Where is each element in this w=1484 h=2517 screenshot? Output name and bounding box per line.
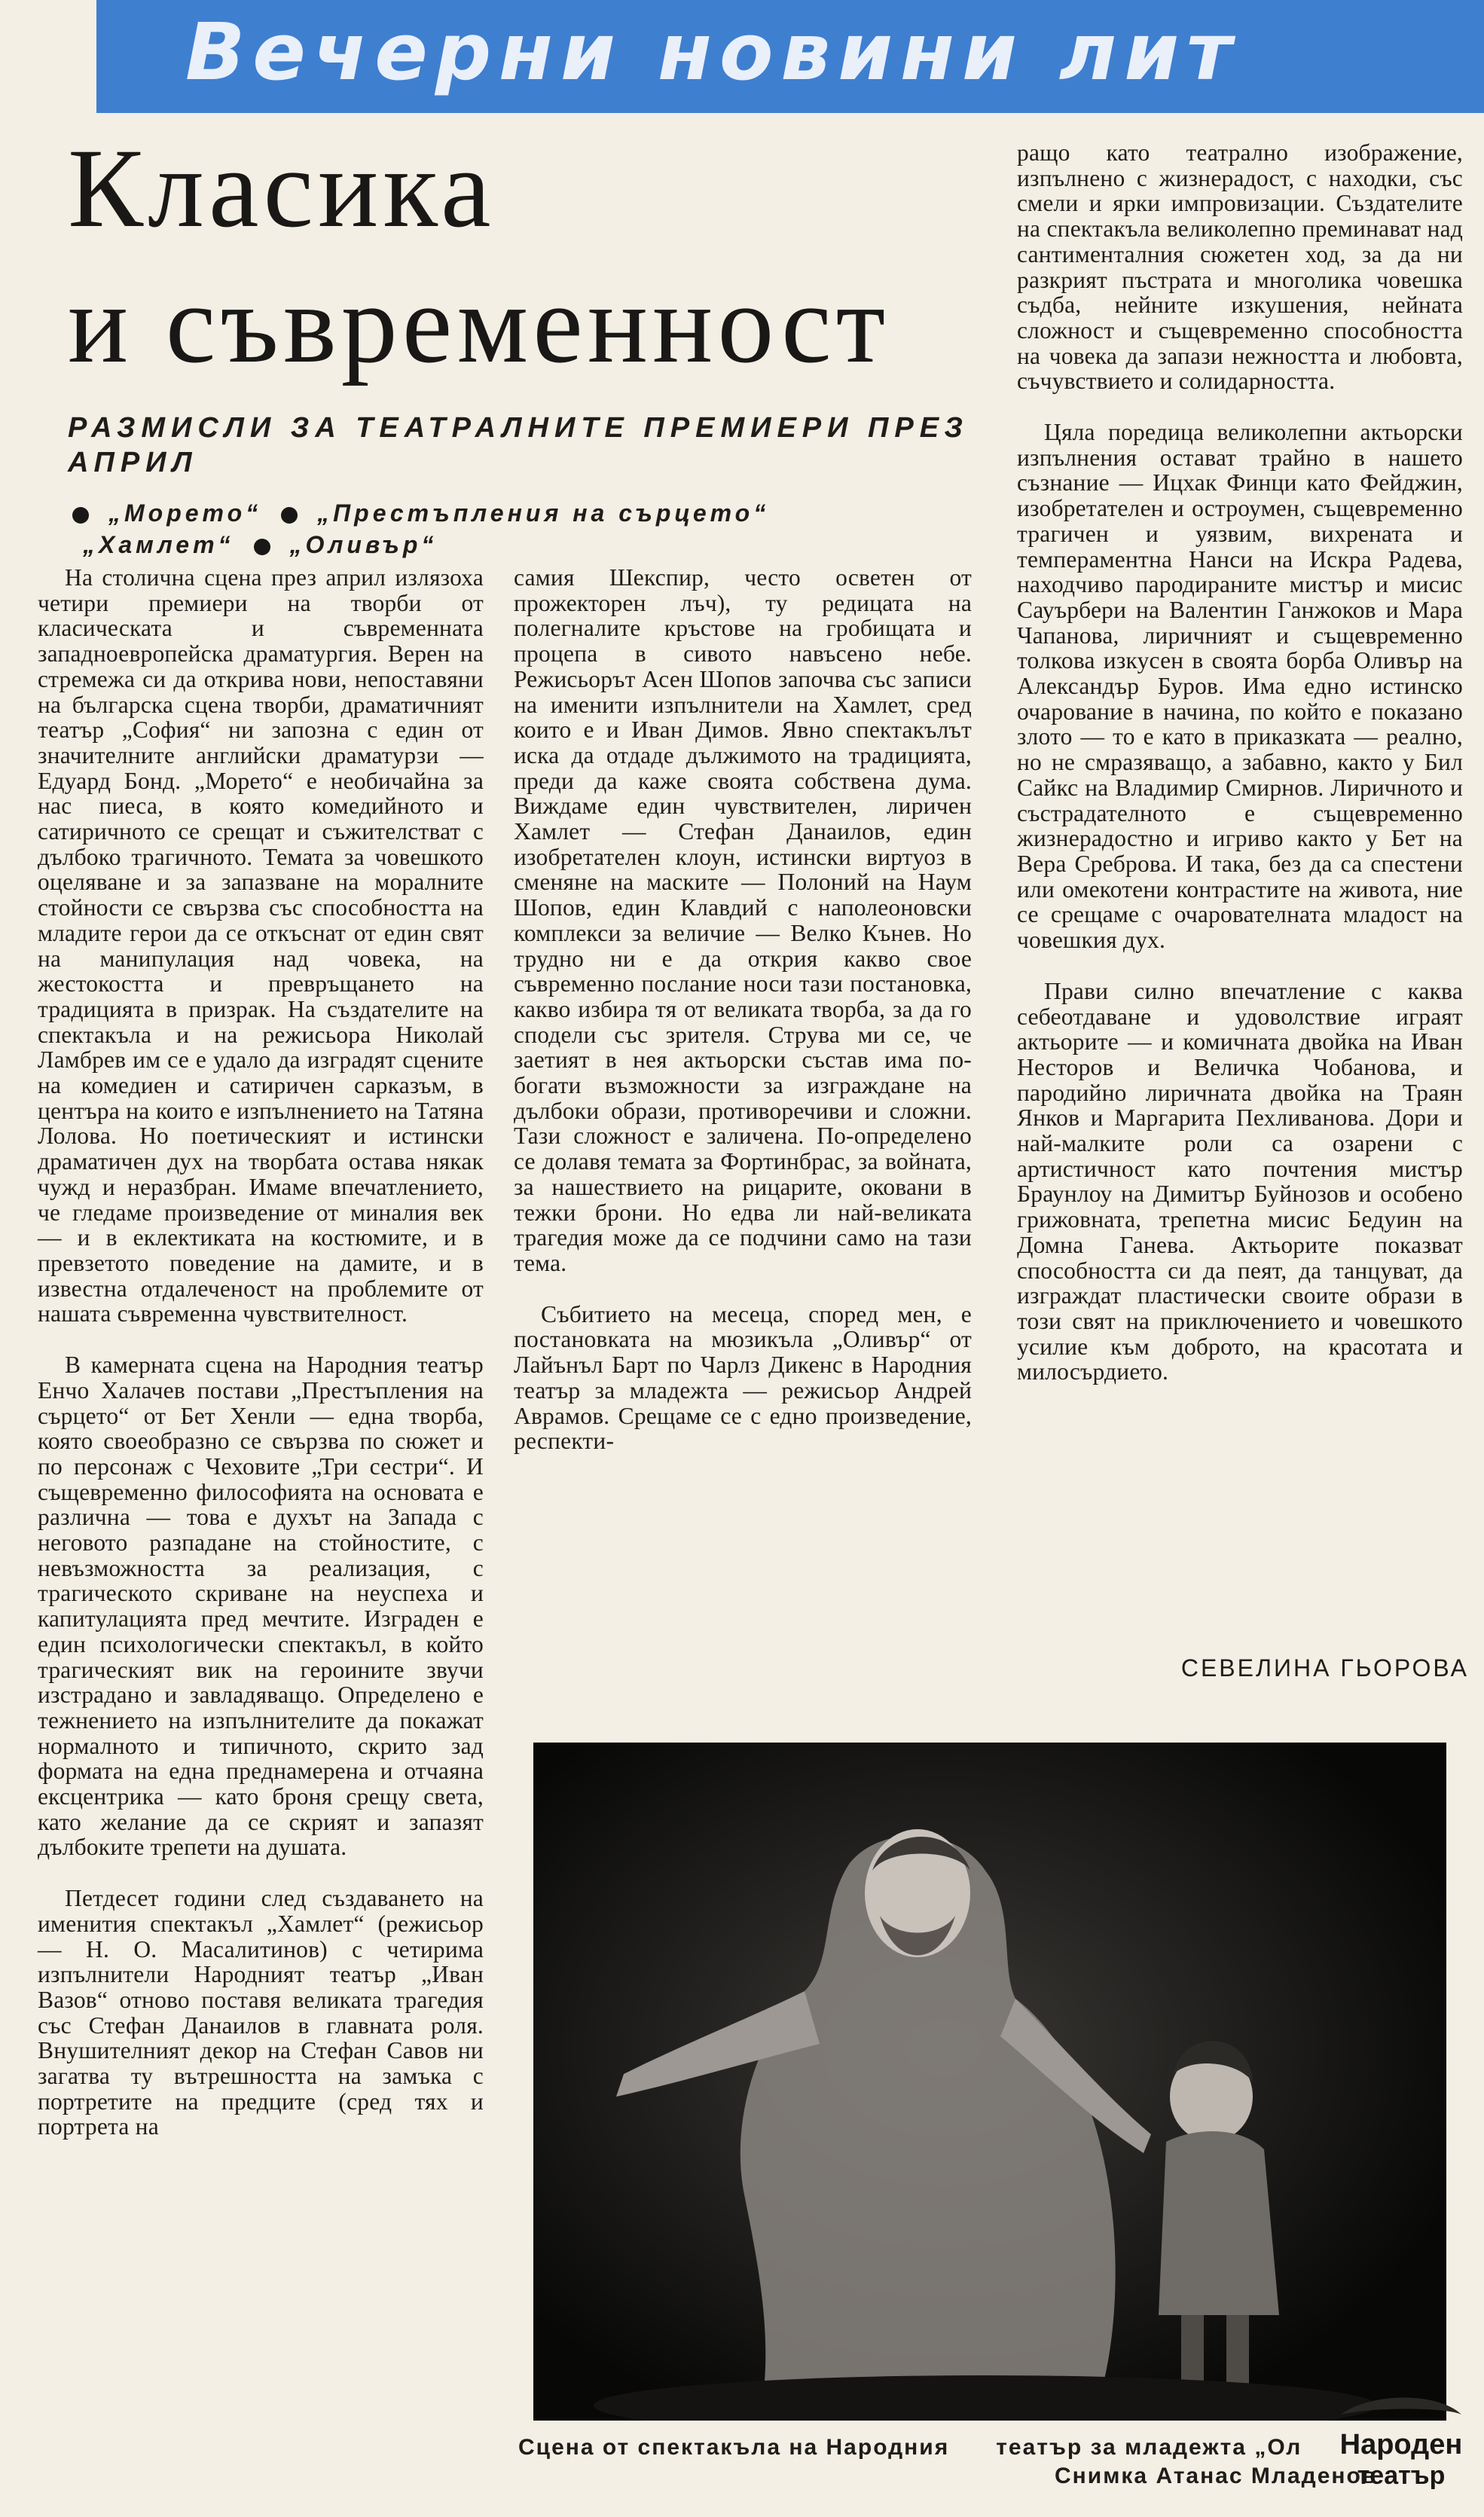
paragraph: Цяла поредица великолепни актьорски изпълнения остават трайно в нашето съзнание — Ицхак Финци като Фейджин, изобретателен и остроумен, същевременно трагичен и уязвим, вихрената и темпераментна Нанси на Искра Радева, находчиво пародираните мистър и мисис Сауърбери на Валентин Ганжоков и Мара Чапанова, лиричният и същевременно толкова изкусен в своята борба Оливър на Александър Буров. Има едно истинско очарование в начина, по който е показано злото — то е като в приказката — реално, но не смразяващо, а забавно, както у Бил Сайкс на Владимир Смирнов. Лиричното и състрадателното е същевременно жизнерадостно и игриво както у Бет на Вера Среброва. И така, без да са спестени или омекотени контрастите на живота, ние се срещаме с очарователната младост на човешкия дух. — [1017, 419, 1463, 954]
newspaper-masthead — [96, 0, 1484, 113]
paragraph: самия Шекспир, често осветен от прожекторен лъч), ту редицата на полегналите кръстове на гробищата и процепа в сивото навъсено небе. Режисьорът Асен Шопов започва със записи на именити изпълнители на Хамлет, сред които е и Иван Димов. Явно спектакълът иска да отдаде дължимото на традицията, преди да каже своята собствена дума. Виждаме един чувствителен, лиричен Хамлет — Стефан Данаилов, един изобретателен клоун, истински виртуоз в сменяне на маските — Полоний на Наум Шопов, един Клавдий с наполеоновски комплекси за величие — Велко Кънев. Но трудно ни е да открия какво свое съвременно послание носи тази постановка, какво избира тя от великата творба, за да го сподели със зрителя. Струва ми се, че заетият в нея актьорски състав има по-богати възможности за изграждане на дълбоки образи, противоречиви и сложни. Тази сложност е заличена. По-определено се долавя темата за Фортинбрас, за войната, за нашествието на рицарите, оковани в тежки брони. Но едва ли най-великата трагедия може да се подчини само на тази тема. — [514, 564, 972, 1276]
masthead-title: Вечерни новини лит — [185, 6, 1240, 98]
play-title: „Престъпления на сърцето“ — [317, 499, 770, 527]
play-title: „Хамлет“ — [83, 531, 234, 558]
logo-line-1: Народен — [1339, 2429, 1463, 2460]
paragraph: В камерната сцена на Народния театър Енчо Халачев постави „Престъпления на сърцето“ от Бет Хенли — една творба, която своеобразно се свързва по сюжет и по персонаж с Чеховите „Три сестри“. И същевременно философията на основата е различна — това е духът на Запада с неговото разпадане на стойностите, с невъзможността за реализация, с трагическото скриване на неуспеха и капитулацията пред мечтите. Изграден е един психологически спектакъл, в който трагическият вик на героините звучи изстрадано и завладяващо. Определено е тежнението на изпълнителите да покажат нормалното и типичното, скрито зад формата на една преднамерена и отчаяна ексцентрика — като броня срещу света, като желание да се скрият и запазят дълбоките трепети на душата. — [38, 1352, 484, 1861]
article-column-1 — [38, 565, 484, 2516]
headline-line-1: Класика — [68, 126, 496, 251]
bullet-icon — [72, 507, 89, 524]
bullet-icon — [281, 507, 298, 524]
photo-caption: Сцена от спектакъла на Народния театър за младежта „Ол — [518, 2435, 1302, 2460]
author-signature: СЕВЕЛИНА ГЬОРОВА — [1180, 1654, 1469, 1682]
paragraph: Петдесет години след създаването на именития спектакъл „Хамлет“ (режисьор — Н. О. Масалитинов) с четирима изпълнители Народният театър „Иван Вазов“ отново поставя великата трагедия със Стефан Данаилов в главната роля. Внушителният декор на Стефан Савов ни загатва ту вътрешността на замъка с портретите на предците (сред тях и портрета на — [38, 1885, 484, 2140]
paragraph: На столична сцена през април излязоха четири премиери на творби от класическата и съвременната западноевропейска драматургия. Верен на стремежа си да открива нови, непоставяни на българска сцена творби, драматичният театър „София“ ни запозна с един от значителните английски драматурзи — Едуард Бонд. „Морето“ е необичайна за нас пиеса, в която комедийното и сатиричното се срещат и съжителстват с дълбоко трагичното. Темата за човешкото оцеляване и за запазване на моралните стойности се свързва със способността на младите герои да се откъснат от един свят на манипулация над човека, на жестокостта и превръщането на традицията в призрак. На създателите на спектакъла и на режисьора Николай Ламбрев им се е удало да изградят сцените на комедиен и сатиричен сарказъм, в центъра на които е изпълнението на Татяна Лолова. Но поетическият и истински драматичен дух на творбата остава някак чужд и неразбран. Имаме впечатлението, че гледаме произведение от миналия век — и в еклектиката на костюмите, и в превзетото поведение на дамите, и в известна отдалеченост на проблемите от нашата съвременна чувствителност. — [38, 564, 484, 1327]
paragraph: Прави силно впечатление с каква себеотдаване и удоволствие играят актьорите — и комичната двойка на Иван Несторов и Величка Чобанова, и пародийно лиричната двойка на Траян Янков и Маргарита Пехливанова. Дори и най-малките роли са озарени с артистичност като почтения мистър Браунлоу на Димитър Буйнозов и особено грижовната, трепетна мисис Бедуин на Домна Ганева. Актьорите показват способността си да пеят, да танцуват, да изграждат пластически своите образи в този свят на приключението и човешкото усилие към доброто, на красотата и милосърдието. — [1017, 977, 1463, 1385]
theatre-logo-icon — [1326, 2392, 1476, 2505]
logo-line-2: театър — [1357, 2461, 1446, 2490]
paragraph: Събитието на месеца, според мен, е постановката на мюзикъла „Оливър“ от Лайънъл Барт по Чарлз Дикенс в Народния театър за младежта — режисьор Андрей Аврамов. Срещаме се с едно произведение, респекти- — [514, 1300, 972, 1455]
bullet-icon — [254, 539, 270, 555]
article-column-2 — [514, 565, 972, 1703]
play-title: „Морето“ — [108, 499, 262, 527]
stage-photo-illustration — [533, 1743, 1446, 2421]
paragraph: ращо като театрално изображение, изпълнено с жизнерадост, с находки, със смели и ярки импровизации. Създателите на спектакъла великолепно преминават над сантименталния сюжетен ход, за да ни разкрият пъстрата и многолика човешка съдба, нейните изкушения, нейната сложност и същевременно способността на човека да запази нежността и любовта, съчувствието и солидарността. — [1017, 139, 1463, 395]
article-column-3 — [1017, 140, 1463, 1685]
article-subtitle: РАЗМИСЛИ ЗА ТЕАТРАЛНИТЕ ПРЕМИЕРИ ПРЕЗ АПРИЛ — [68, 412, 969, 478]
photo-credit: Снимка Атанас Младенов — [1055, 2464, 1378, 2488]
headline-line-2: и съвременност — [68, 261, 890, 386]
play-list — [53, 497, 994, 561]
play-title: „Оливър“ — [289, 531, 438, 558]
theatre-logo — [1326, 2392, 1476, 2505]
stage-photo — [533, 1743, 1446, 2421]
